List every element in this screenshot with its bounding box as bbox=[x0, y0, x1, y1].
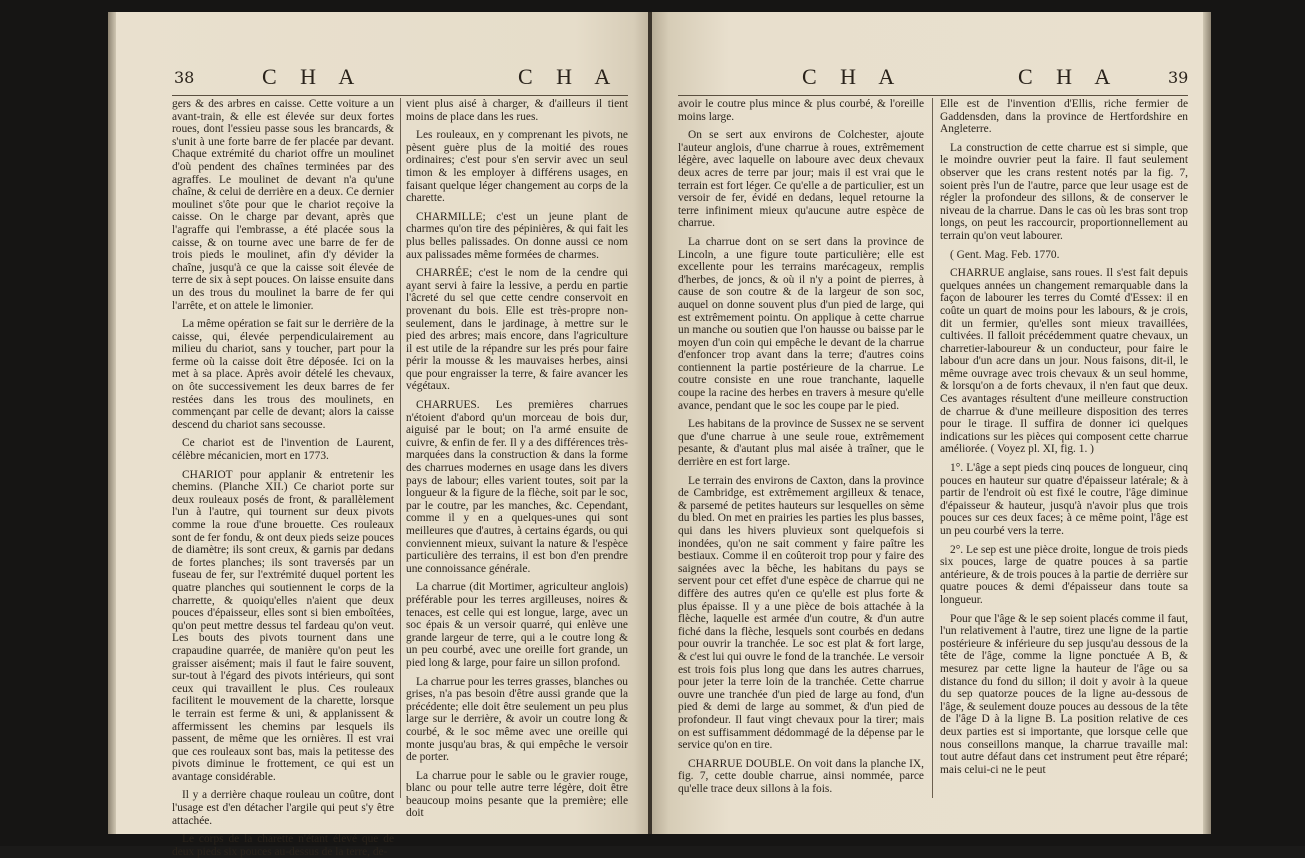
paragraph: Pour que l'âge & le sep soient placés comme il faut, l'un relativement à l'autre, tirez une ligne de la partie postérieure & inférieure du sep jusqu'au dessous de la tête de l'âge, comme la ligne ponctuée A B, & mesurez par cette ligne la hauteur de l'âge ou sa distance du fond du sillon; il doit y avoir à la queue du sep quatorze pouces de la ligne au-dessous de l'âge, & seulement douze pouces au dessous de la tête de l'âge D à la ligne B. La position relative de ces deux parties est si importante, que lorsque celle que nous conseillons manque, la charrue travaille mal: tout autre défaut dans cet instrument peut être réparé; mais celui-ci ne le peut bbox=[940, 612, 1188, 776]
right-column-2 bbox=[940, 98, 1188, 828]
paragraph: La charrue dont on se sert dans la province de Lincoln, a une figure toute particulière; elle est excellente pour les terrains marécageux, remplis d'herbes, de joncs, & où il n'y a point de pierres, à cause de son coutre & de la largeur de son soc, auquel on donne souvent plus d'un pied de large, qui est extrêmement pointu. On applique à cette charrue un manche ou soutien que l'on hausse ou baisse par le moyen d'un coin qui empêche le devant de la charrue d'enfoncer trop avant dans la terre; d'autres coins contiennent la partie postérieure de la charrue. Le coutre consiste en une roue tranchante, laquelle coupe la racine des herbes en travers à mesure qu'elle avance, pendant que le soc les coupe par le pied. bbox=[678, 235, 924, 412]
paragraph: 1°. L'âge a sept pieds cinq pouces de longueur, cinq pouces en hauteur sur quatre d'épaisseur latérale; & à partir de l'endroit où est fixé le coutre, l'âge diminue d'épaisseur & hauteur, jusqu'à n'avoir plus que trois pouces sur ces deux faces; à ce même point, l'âge est un peu courbé vers la terre. bbox=[940, 462, 1188, 537]
header-rule bbox=[172, 95, 628, 96]
running-head: C H A bbox=[802, 64, 904, 89]
page-number: 39 bbox=[1168, 68, 1189, 87]
paragraph: Ce chariot est de l'invention de Laurent, célèbre mécanicien, mort en 1773. bbox=[172, 437, 394, 463]
paragraph: gers & des arbres en caisse. Cette voiture a un avant-train, & elle est élevée sur deux fortes roues, dont l'essieu passe sous les brancards, & s'unit à une forte barre de fer placée par devant. Chaque extrémité du chariot offre un moulinet d'où pendent des chaînes terminées par des agraffes. Le moulinet de devant n'a qu'une chaîne, & celui de derrière en a deux. Ce dernier moulinet s'ôte pour que le chariot reçoive la caisse. On le charge par devant, après que l'agraffe qui l'embrasse, a été placée sous la caisse, & on tourne avec une barre de fer de trois pieds le moulinet, afin d'y dévider la chaîne, jusqu'à ce que la caisse soit élevée de terre de six à sept pouces. On laisse ensuite dans un des trous du moulinet la barre de fer qui l'arrête, et on attele le limonier. bbox=[172, 98, 394, 312]
left-column-2 bbox=[406, 98, 628, 828]
paragraph: Les rouleaux, en y comprenant les pivots, ne pèsent guère plus de la moitié des roues ordinaires; c'est pour s'en servir avec un seul timon & les employer à différens usages, en faisant quelque léger changement au corps de la charette. bbox=[406, 129, 628, 205]
paragraph: 2°. Le sep est une pièce droite, longue de trois pieds six pouces, large de quatre pouces à sa partie antérieure, & de trois pouces à la partie de derrière sur quatre pouces & demi d'épaisseur dans toute sa longueur. bbox=[940, 543, 1188, 606]
right-page-header bbox=[652, 64, 1203, 94]
right-column-1 bbox=[678, 98, 924, 828]
column-divider bbox=[932, 98, 933, 798]
paragraph: On se sert aux environs de Colchester, ajoute l'auteur anglois, d'une charrue à roues, extrêmement légère, avec laquelle on laboure avec deux chevaux deux acres de terre par jour; mais il est vrai que le terrain est fort léger. Ce qu'elle a de particulier, est un versoir de fer, évidé en dedans, lequel retourne la terre infiniment mieux qu'aucune autre espèce de charrue. bbox=[678, 129, 924, 230]
header-rule bbox=[678, 95, 1188, 96]
left-page-header bbox=[116, 64, 650, 94]
paragraph: avoir le coutre plus mince & plus courbé, & l'oreille moins large. bbox=[678, 98, 924, 123]
page-edge-left bbox=[108, 12, 116, 834]
left-column-1 bbox=[172, 98, 394, 858]
paragraph: CHARIOT pour applanir & entretenir les chemins. (Planche XII.) Ce chariot porte sur deux rouleaux posés de front, & parallèlement l'un à l'autre, qui tournent sur deux pivots comme la roue d'une brouette. Ces rouleaux sont de fer fondu, & ont deux pieds seize pouces de diamètre; ils sont creux, & garnis par dedans de fortes planches; ils sont traversés par un fuseau de fer, sur l'extrémité duquel portent les quatre planches qui soutiennent le corps de la charrette, & quoiqu'elles n'aient que deux pouces d'épaisseur, elles sont si bien emboîtées, qu'on peut mettre dessus tel fardeau qu'on veut. Les bouts des pivots tournent dans une crapaudine quarrée, de manière qu'on peut les graisser aisément; mais il faut le faire souvent, sur-tout à l'égard des pivots intérieurs, qui sont ceux qui travaillent le plus. Ces rouleaux facilitent le mouvement de la charette, lorsque le terrain est ferme & uni, & applanissent & affermissent les chemins par lesquels ils passent, de même que les ornières. Il est vrai que ces rouleaux sont bas, mais la petitesse des pivots diminue le frottement, ce qui est un avantage considérable. bbox=[172, 468, 394, 783]
paragraph: Il y a derrière chaque rouleau un coûtre, dont l'usage est d'en détacher l'argile qui peut s'y être attachée. bbox=[172, 789, 394, 827]
left-page bbox=[116, 12, 650, 858]
paragraph: La construction de cette charrue est si simple, que le moindre ouvrier peut la faire. Il faut seulement observer que les crans restent notés par la fig. 7, soient près l'un de l'autre, parce que leur usage est de régler la profondeur des sillons, & de conserver le niveau de la charrue. Dans le cas où les bras sont trop longs, on peut les raccourcir, proportionnellement au terrain qu'on veut labourer. bbox=[940, 141, 1188, 242]
page-number: 38 bbox=[174, 68, 195, 87]
paragraph: La charrue (dit Mortimer, agriculteur anglois) préférable pour les terres argilleuses, noires & tenaces, est celle qui est longue, large, avec un soc épais & un versoir quarré, qui enlève une grande largeur de terre, qui a le coutre long & un peu courbé, avec une oreille fort grande, un pied long & large, pour faire un sillon profond. bbox=[406, 581, 628, 669]
right-page bbox=[652, 12, 1203, 834]
paragraph: ( Gent. Mag. Feb. 1770. bbox=[950, 248, 1060, 261]
running-head: C H A bbox=[1018, 64, 1120, 89]
paragraph: vient plus aisé à charger, & d'ailleurs il tient moins de place dans les rues. bbox=[406, 98, 628, 123]
paragraph: La charrue pour le sable ou le gravier rouge, blanc ou pour telle autre terre légère, doit être beaucoup moins pesante que la première; elle doit bbox=[406, 769, 628, 820]
paragraph: CHARMILLE; c'est un jeune plant de charmes qu'on tire des pépinières, & qui fait les plus belles palissades. On donne aussi ce nom aux palissades même formées de charmes. bbox=[406, 210, 628, 261]
paragraph: Le corps de la charette n'étant élevé que de deux pieds six pouces au-dessus de la terre, de- bbox=[172, 833, 394, 858]
paragraph: Les habitans de la province de Sussex ne se servent que d'une charrue à une seule roue, extrêmement pesante, & d'autant plus mal aisée à traîner, que le derrière en est fort large. bbox=[678, 418, 924, 469]
paragraph: CHARRUES. Les premières charrues n'étoient d'abord qu'un morceau de bois dur, aiguisé par le bout; on l'a armé ensuite de cuivre, & enfin de fer. Il y a des différences très-marquées dans la construction & dans la forme des charrues modernes en usage dans les divers pays de labour; elles varient toutes, soit par la longueur & la figure de la flèche, soit par le soc, par le coutre, par les manches, &c. Cependant, comme il y en a quelques-unes qui sont meilleures que d'autres, à certains égards, ou qui conviennent mieux, suivant la nature & l'espèce particulière des terrains, il est bon d'en prendre une connoissance générale. bbox=[406, 399, 628, 575]
paragraph: CHARRUE anglaise, sans roues. Il s'est fait depuis quelques années un changement remarquable dans la façon de labourer les terres du Comté d'Essex: il en coûte un quart de moins pour les labours, & je crois, dit un fermier, qu'elles sont mieux travaillées, cultivées. Il falloit précédemment quatre chevaux, un charretier-laboureur & un conducteur, pour faire le labour d'un acre dans un jour. Nous faisons, dit-il, le même ouvrage avec trois chevaux & un seul homme, & lorsqu'on a de forts chevaux, il n'en faut que deux. Ces avantages résultent d'une meilleure construction de charrue & d'une meilleure disposition des terres pour le tirage. Il suffira de donner ici quelques indications sur les pièces qui composent cette charrue améliorée. ( Voyez pl. XI, fig. 1. ) bbox=[940, 267, 1188, 456]
paragraph: CHARRUE DOUBLE. On voit dans la planche IX, fig. 7, cette double charrue, ainsi nommée, parce qu'elle trace deux sillons à la fois. bbox=[678, 757, 924, 795]
running-head: C H A bbox=[518, 64, 620, 89]
paragraph: La charrue pour les terres grasses, blanches ou grises, n'a pas besoin d'être aussi grande que la précédente; elle doit être seulement un peu plus large sur le derrière, & avoir un coutre long & courbé, & le soc même avec une oreille qui monte jusqu'au bras, & qui empêche le versoir de porter. bbox=[406, 675, 628, 764]
paragraph: Le terrain des environs de Caxton, dans la province de Cambridge, est extrêmement argilleux & tenace, & parsemé de petites hauteurs sur lesquelles on sème du bled. On met en prairies les parties les plus basses, qui dans les hivers pluvieux sont quelquefois si inondées, qu'on ne sait comment y faire paître les bestiaux. Comme il en coûteroit trop pour y faire des saignées avec la bêche, les habitans du pays se servent pour cet effet d'une espèce de charrue qui ne diffère des autres qu'en ce qu'elle est plus forte & plus épaisse. Il y a une pièce de bois attachée à la flèche, laquelle est armée d'un coutre, & d'un autre fiché dans la flèche, lesquels sont courbés en dedans pour ouvrir la tranchée. Le soc est plat & fort large, & c'est lui qui ouvre le fond de la tranchée. Le versoir est trois fois plus long que dans les autres charrues, pour jeter la terre loin de la tranchée. Cette charrue ouvre une tranchée d'un pied de large au fond, d'un pied & demi de large au sommet, & d'un pied de profondeur. Il faut vingt chevaux pour la tirer; mais on est suffisamment dédommagé de la dépense par le service qu'on en tire. bbox=[678, 474, 924, 752]
column-divider bbox=[400, 98, 401, 798]
paragraph: Elle est de l'invention d'Ellis, riche fermier de Gaddensden, dans la province de Hertfordshire en Angleterre. bbox=[940, 98, 1188, 136]
paragraph: CHARRÉE; c'est le nom de la cendre qui ayant servi à faire la lessive, a perdu en partie l'âcreté du sel que cette cendre conservoit en provenant du bois. Elle est très-propre non-seulement, dans le jardinage, à mettre sur le pied des arbres; mais encore, dans l'agriculture il est utile de la répandre sur les prés pour faire périr la mousse & les mauvaises herbes, ainsi que pour engraisser la terre, & faire avancer les végétaux. bbox=[406, 267, 628, 393]
paragraph: La même opération se fait sur le derrière de la caisse, qui, élevée perpendiculairement au milieu du chariot, sans y toucher, part pour la ferme où la caisse doit être déposée. Ici on la met à sa place. Après avoir dételé les chevaux, on ôte successivement les deux barres de fer restées dans les trous des moulinets, en commençant par celle de devant; alors la caisse descend du chariot sans secousse. bbox=[172, 318, 394, 431]
page-edge-right bbox=[1203, 12, 1211, 834]
running-head: C H A bbox=[262, 64, 364, 89]
